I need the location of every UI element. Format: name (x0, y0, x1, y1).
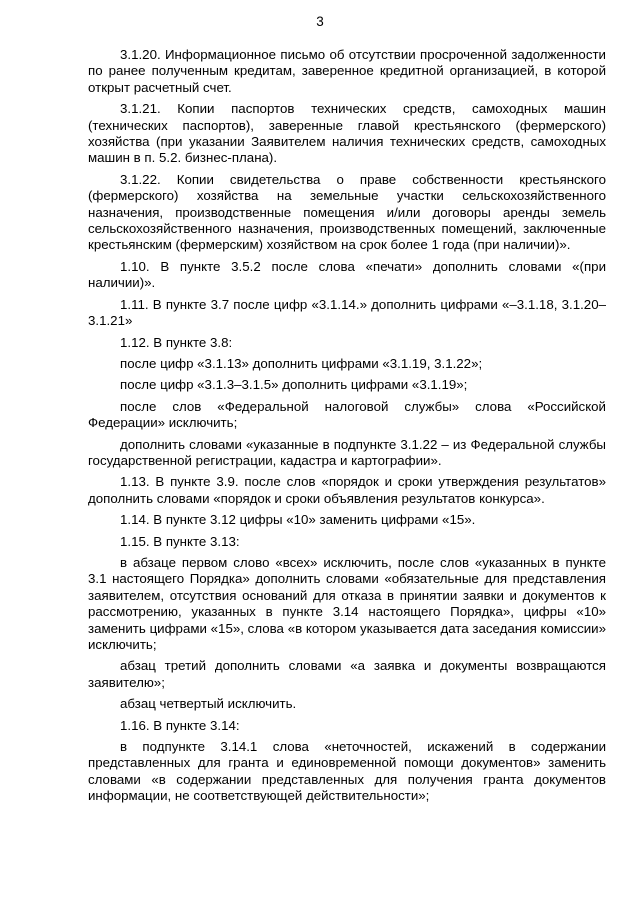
paragraph-1-12-item-3: после слов «Федеральной налоговой службы» слова «Российской Федерации» исключить; (88, 398, 606, 431)
paragraph-1-14: 1.14. В пункте 3.12 цифры «10» заменить цифрами «15». (120, 512, 476, 528)
paragraph-1-12-item-1: после цифр «3.1.13» дополнить цифрами «3.1.19, 3.1.22»; (120, 355, 483, 371)
paragraph-3-1-22: 3.1.22. Копии свидетельства о праве собственности крестьянского (фермерского) хозяйства на земельные участки сельскохозяйственного назначения, производственные помещения и/или договоры аренды земель сельскохозяйственного назначения, производственных помещений, заключенные крестьянским (фермерским) хозяйством на срок более 1 года (при наличии)». (88, 171, 606, 253)
paragraph-1-12: 1.12. В пункте 3.8: (120, 334, 233, 350)
paragraph-1-15-item-2: абзац третий дополнить словами «а заявка и документы возвращаются заявителю»; (88, 658, 606, 690)
paragraph-1-11: 1.11. В пункте 3.7 после цифр «3.1.14.» дополнить цифрами «–3.1.18, 3.1.20–3.1.21» (88, 296, 606, 329)
paragraph-1-16-item-1: в подпункте 3.14.1 слова «неточностей, искажений в содержании представленных для гранта и единовременной помощи документов» заменить словами «в содержании представленных для получения гранта документов информации, не соответствующей действительности»; (88, 739, 606, 804)
paragraph-1-12-item-2: после цифр «3.1.3–3.1.5» дополнить цифрами «3.1.19»; (120, 377, 468, 393)
paragraph-1-15: 1.15. В пункте 3.13: (120, 533, 240, 549)
paragraph-3-1-21: 3.1.21. Копии паспортов технических средств, самоходных машин (технических паспортов), заверенные главой крестьянского (фермерского) хозяйства (при указании Заявителем наличия технических средств, самоходных машин в п. 5.2. бизнес-плана). (88, 101, 606, 166)
paragraph-1-15-item-1: в абзаце первом слово «всех» исключить, после слов «указанных в пункте 3.1 настоящего Порядка» дополнить словами «обязательные для представления заявителем, отсутствия оснований для отказа в принятии заявки и документов к рассмотрению, указанных в пункте 3.14 настоящего Порядка», цифры «10» заменить цифрами «15», слова «в котором указывается дата заседания комиссии» исключить; (88, 554, 606, 652)
paragraph-1-15-item-3: абзац четвертый исключить. (120, 696, 297, 712)
paragraph-1-10: 1.10. В пункте 3.5.2 после слова «печати» дополнить словами «(при наличии)». (88, 258, 606, 291)
document-body (88, 47, 606, 810)
paragraph-3-1-20: 3.1.20. Информационное письмо об отсутствии просроченной задолженности по ранее полученным кредитам, заверенное кредитной организацией, в которой открыт расчетный счет. (88, 47, 606, 95)
page-number: 3 (316, 14, 324, 29)
paragraph-1-16: 1.16. В пункте 3.14: (120, 717, 240, 733)
paragraph-1-13: 1.13. В пункте 3.9. после слов «порядок и сроки утверждения результатов» дополнить словами «порядок и сроки объявления результатов конкурса». (88, 474, 606, 506)
paragraph-1-12-item-4: дополнить словами «указанные в подпункте 3.1.22 – из Федеральной службы государственной регистрации, кадастра и картографии». (88, 436, 606, 468)
